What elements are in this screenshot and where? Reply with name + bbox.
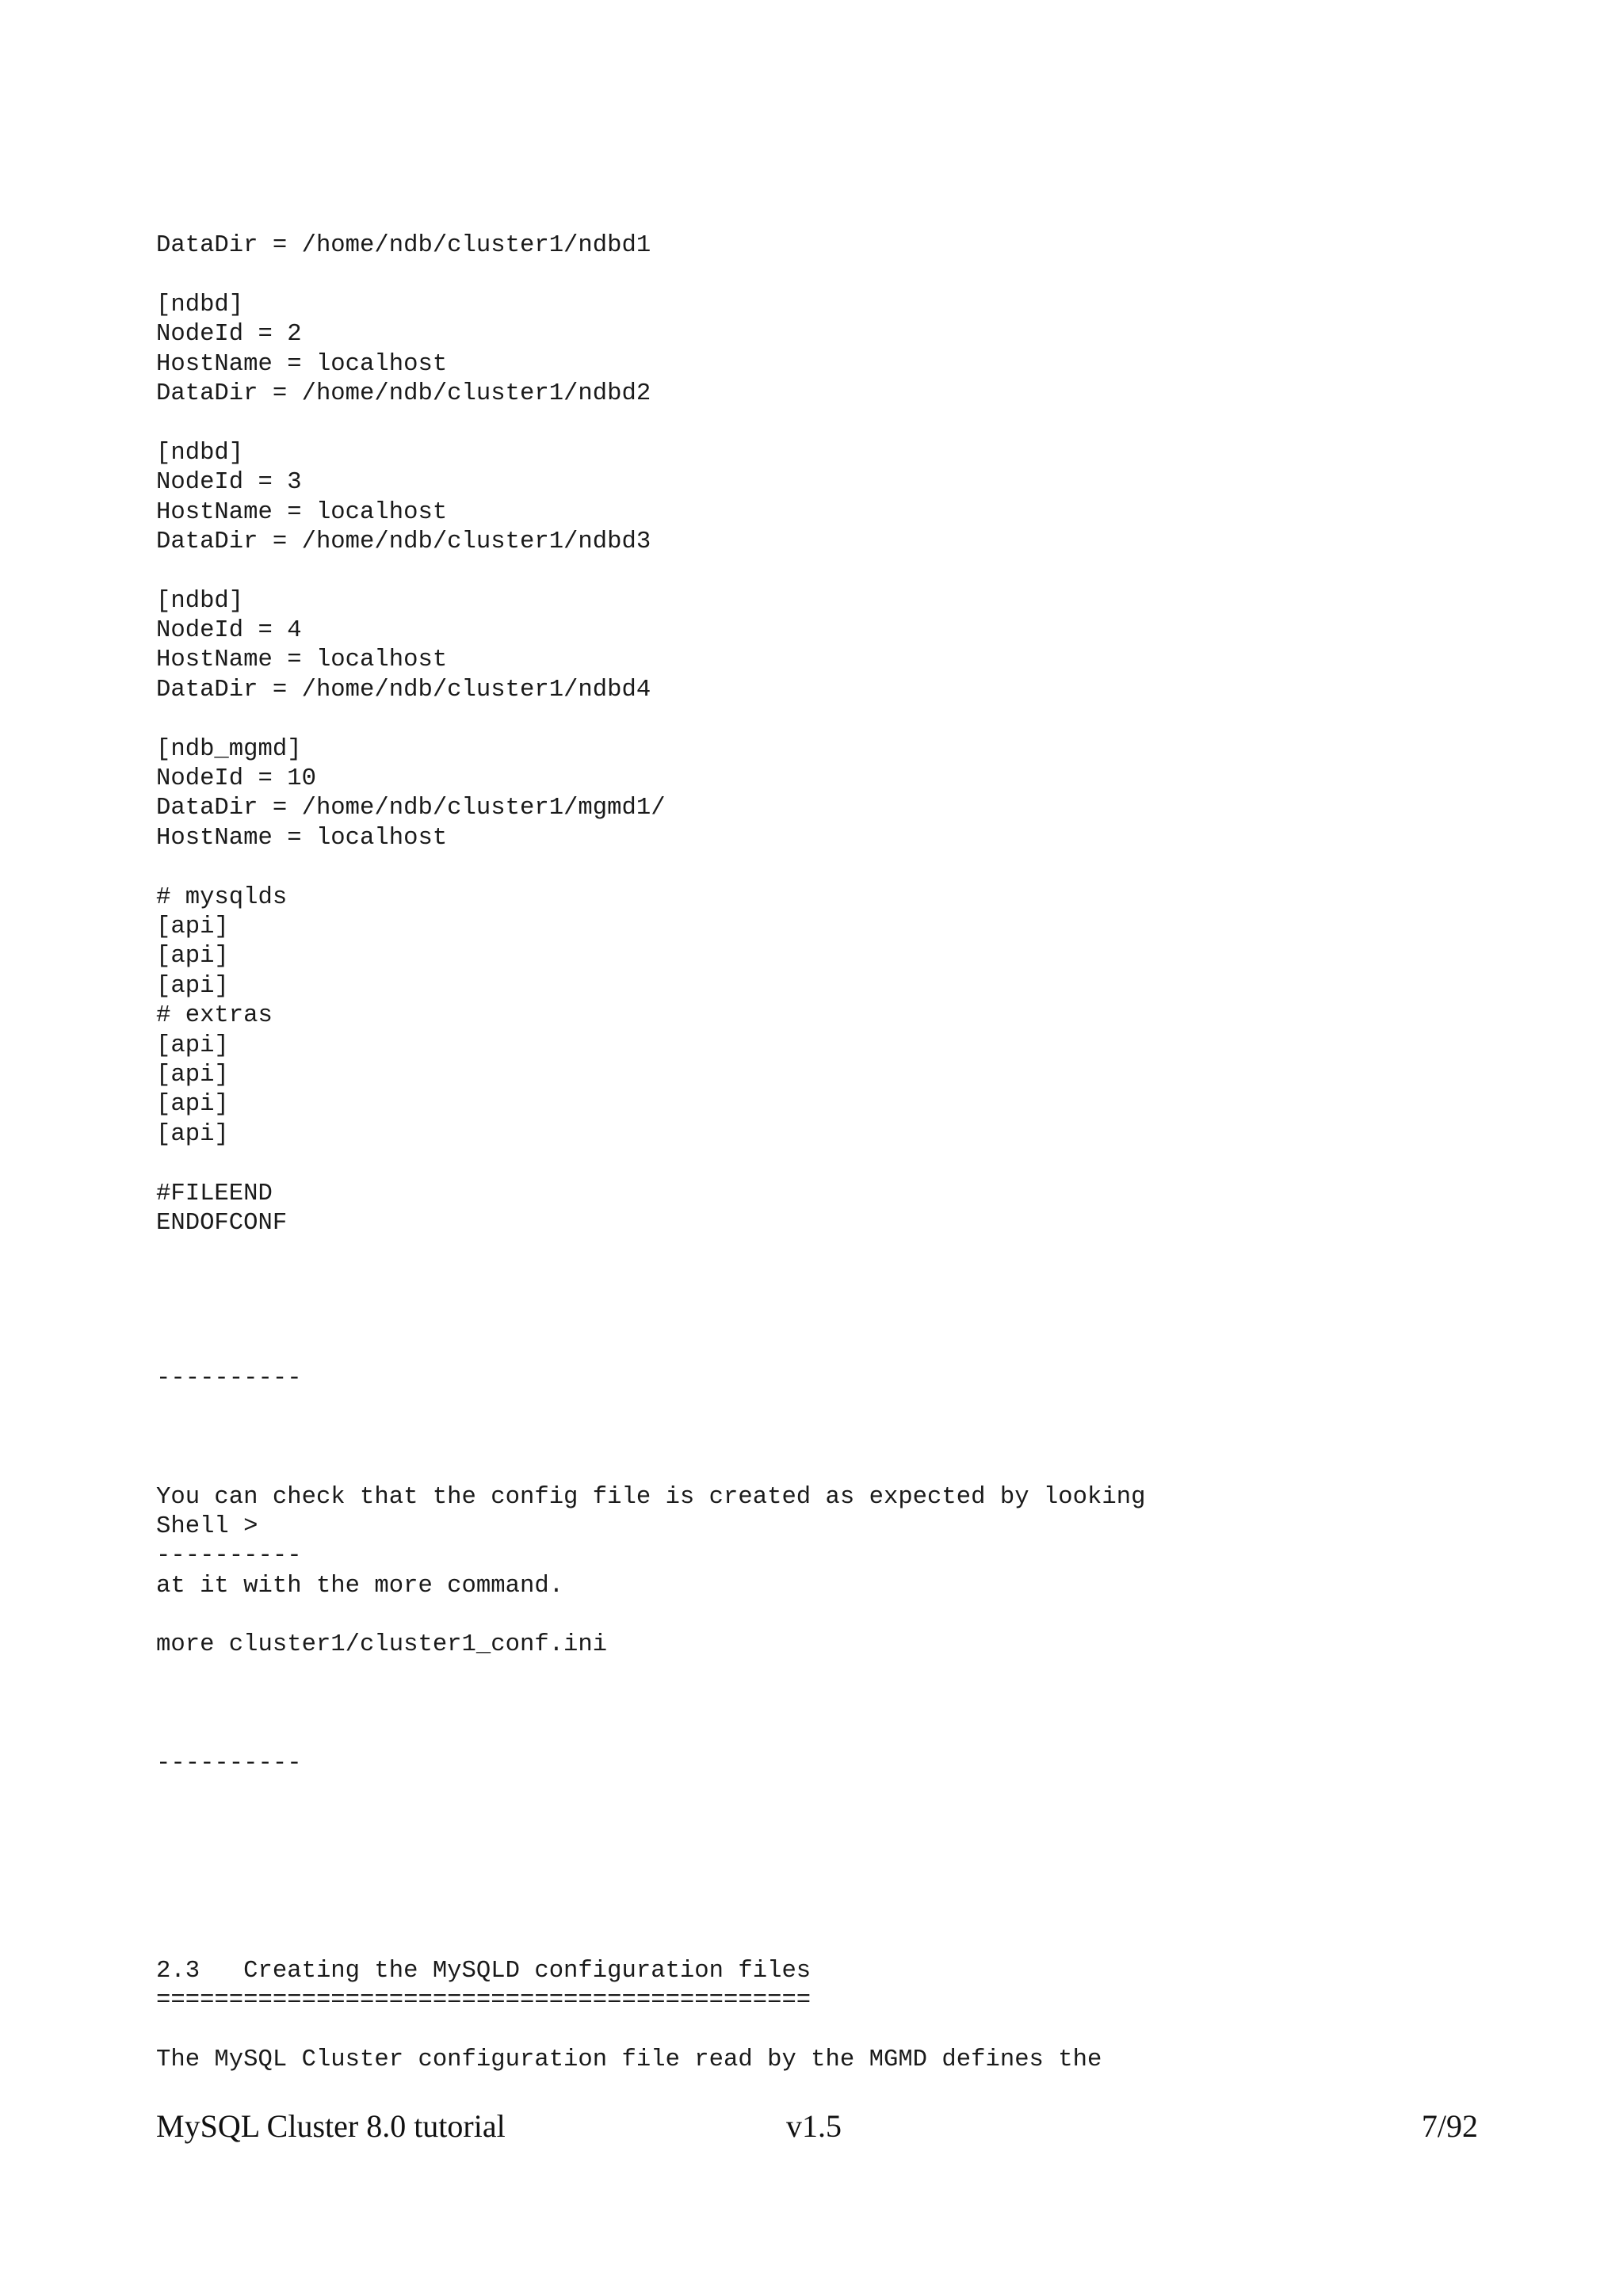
- shell-prompt: Shell >: [156, 1513, 258, 1540]
- config-line: [ndbd]: [156, 439, 244, 467]
- section-body-text: The MySQL Cluster configuration file read by the MGMD defines the: [156, 2046, 1102, 2073]
- config-line: DataDir = /home/ndb/cluster1/ndbd3: [156, 528, 651, 555]
- footer-version: v1.5: [786, 2108, 842, 2144]
- config-line: [ndbd]: [156, 291, 244, 318]
- footer-page-number: 7/92: [1421, 2108, 1478, 2144]
- config-line: HostName = localhost: [156, 498, 448, 526]
- config-line: [ndb_mgmd]: [156, 735, 302, 763]
- config-line: ENDOFCONF: [156, 1209, 288, 1237]
- config-line: HostName = localhost: [156, 646, 448, 674]
- config-line: DataDir = /home/ndb/cluster1/ndbd1: [156, 232, 651, 259]
- config-file-listing: [156, 231, 666, 1238]
- config-line: HostName = localhost: [156, 350, 448, 378]
- config-line: NodeId = 3: [156, 469, 302, 497]
- config-line: [api]: [156, 1032, 229, 1059]
- config-line: [api]: [156, 913, 229, 940]
- separator-line: ----------: [156, 1750, 302, 1777]
- config-line: # mysqlds: [156, 883, 288, 911]
- config-line: [ndbd]: [156, 587, 244, 615]
- config-line: HostName = localhost: [156, 824, 448, 852]
- config-line: [156, 261, 666, 290]
- config-line: [156, 409, 666, 438]
- config-line: DataDir = /home/ndb/cluster1/ndbd2: [156, 379, 651, 407]
- footer-document-title: MySQL Cluster 8.0 tutorial: [156, 2108, 506, 2144]
- config-line: DataDir = /home/ndb/cluster1/ndbd4: [156, 676, 651, 704]
- config-line: [156, 853, 666, 883]
- config-line: [api]: [156, 1091, 229, 1119]
- config-line: #FILEEND: [156, 1180, 273, 1207]
- config-line: NodeId = 10: [156, 765, 316, 793]
- shell-command: more cluster1/cluster1_conf.ini: [156, 1631, 608, 1658]
- check-instructions: [156, 1424, 1145, 1661]
- config-line: [api]: [156, 972, 229, 1000]
- config-line: [156, 1150, 666, 1179]
- config-line: [156, 557, 666, 586]
- config-line: # extras: [156, 1002, 273, 1030]
- config-line: NodeId = 4: [156, 617, 302, 645]
- config-line: DataDir = /home/ndb/cluster1/mgmd1/: [156, 795, 666, 822]
- config-line: [api]: [156, 1120, 229, 1148]
- config-line: [api]: [156, 943, 229, 971]
- text-line: at it with the more command.: [156, 1573, 564, 1600]
- config-line: NodeId = 2: [156, 321, 302, 349]
- section-heading: 2.3 Creating the MySQLD configuration files: [156, 1958, 812, 1985]
- config-line: [api]: [156, 1061, 229, 1089]
- config-line: [156, 705, 666, 734]
- text-line: You can check that the config file is created as expected by looking: [156, 1483, 1146, 1511]
- separator-line: ----------: [156, 1543, 302, 1569]
- separator-line: ----------: [156, 1365, 302, 1392]
- section-underline: =============================================: [156, 1987, 812, 2014]
